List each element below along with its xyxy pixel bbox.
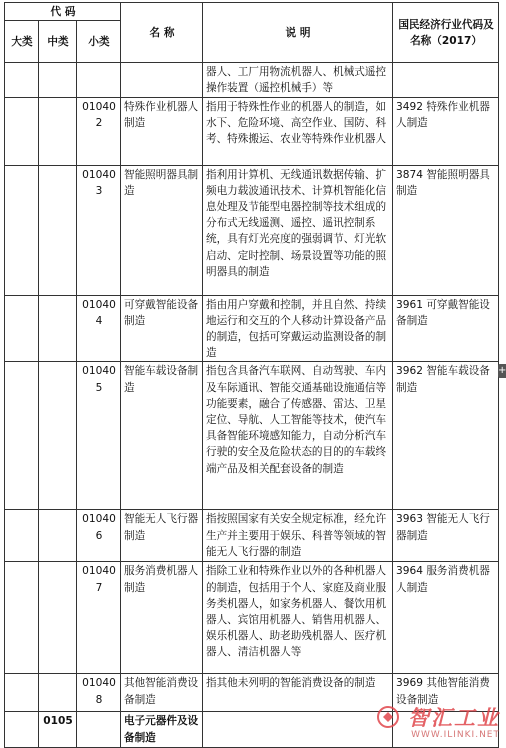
cell-major [5,63,39,97]
cell-middle [39,510,77,562]
classification-table [4,2,499,748]
cell-middle [39,97,77,165]
cell-name: 智能无人飞行器制造 [121,510,203,562]
cell-description: 指由用户穿戴和控制，并且自然、持续地运行和交互的个人移动计算设备产品的制造，包括可穿戴运动监测设备的制造 [203,295,393,362]
cell-name: 智能照明器具制造 [121,165,203,295]
cell-national: 3963 智能无人飞行器制造 [393,510,499,562]
cell-middle [39,295,77,362]
cell-middle [39,362,77,510]
cell-national: 3962 智能车载设备制造 [393,362,499,510]
table-row [5,362,499,510]
watermark-url: WWW.ILINKI.NET [411,730,500,740]
cell-major [5,562,39,674]
table-row [5,562,499,674]
header-middle: 中类 [39,21,77,63]
cell-middle-code: 0105 [39,712,77,748]
table-row [5,295,499,362]
cell-national: 3969 其他智能消费设备制造 [393,674,499,712]
header-code: 代 码 [5,3,121,21]
cell-minor-code: 010404 [77,295,121,362]
cell-name: 可穿戴智能设备制造 [121,295,203,362]
table-row [5,510,499,562]
cell-major [5,362,39,510]
cell-middle [39,674,77,712]
cell-major [5,510,39,562]
cell-minor [77,712,121,748]
cell-description: 器人、工厂用物流机器人、机械式遥控操作装置（遥控机械手）等 [203,63,393,97]
header-description: 说 明 [203,3,393,63]
cell-description: 指按照国家有关安全规定标准，经允许生产并主要用于娱乐、科普等领域的智能无人飞行器的制造 [203,510,393,562]
cell-national: 3492 特殊作业机器人制造 [393,97,499,165]
cell-minor-code: 010407 [77,562,121,674]
cell-description: 指其他未列明的智能消费设备的制造 [203,674,393,712]
table-row [5,97,499,165]
watermark-text: 智汇工业 [408,706,500,730]
cell-description: 指包含具备汽车联网、自动驾驶、车内及车际通讯、智能交通基础设施通信等功能要素，融合了传感器、雷达、卫星定位、导航、人工智能等技术，使汽车具备智能环境感知能力，自动分析汽车行驶的安全及危险状态的目的的车载终端产品及相关配套设备的制造 [203,362,393,510]
header-name: 名 称 [121,3,203,63]
cell-national: 3874 智能照明器具制造 [393,165,499,295]
cell-name: 服务消费机器人制造 [121,562,203,674]
header-minor: 小类 [77,21,121,63]
watermark [350,702,500,740]
header-row-top [5,3,499,21]
cell-name: 智能车载设备制造 [121,362,203,510]
cell-minor-code: 010408 [77,674,121,712]
cell-major [5,674,39,712]
cell-major [5,295,39,362]
cell-description: 指用于特殊性作业的机器人的制造，如水下、危险环境、高空作业、国防、科考、特殊搬运、农业等特殊作业机器人 [203,97,393,165]
cell-name [121,63,203,97]
cell-description: 指利用计算机、无线通讯数据传输、扩频电力载波通讯技术、计算机智能化信息处理及节能型电器控制等技术组成的分布式无线遥测、遥控、遥讯控制系统，具有灯光亮度的强弱调节、灯光软启动、定时控制、场景设置等功能的照明器具的制造 [203,165,393,295]
cell-national: 3964 服务消费机器人制造 [393,562,499,674]
cell-description: 指除工业和特殊作业以外的各种机器人的制造，包括用于个人、家庭及商业服务类机器人，如家务机器人、餐饮用机器人、宾馆用机器人、销售用机器人、娱乐机器人、助老助残机器人、医疗机器人、清洁机器人等 [203,562,393,674]
cell-minor [77,63,121,97]
cell-major [5,97,39,165]
cell-middle [39,63,77,97]
cell-name: 特殊作业机器人制造 [121,97,203,165]
cell-national [393,63,499,97]
header-national-code: 国民经济行业代码及名称（2017） [393,3,499,63]
watermark-logo-icon [377,706,399,728]
continuation-row [5,63,499,97]
cell-national: 3961 可穿戴智能设备制造 [393,295,499,362]
cell-minor-code: 010403 [77,165,121,295]
header-major: 大类 [5,21,39,63]
cell-middle [39,165,77,295]
cell-name: 电子元器件及设备制造 [121,712,203,748]
cell-minor-code: 010405 [77,362,121,510]
table-row [5,165,499,295]
cell-major [5,712,39,748]
cell-minor-code: 010406 [77,510,121,562]
cell-minor-code: 010402 [77,97,121,165]
cell-middle [39,562,77,674]
cell-major [5,165,39,295]
cell-name: 其他智能消费设备制造 [121,674,203,712]
side-expand-handle[interactable]: + [498,365,506,376]
